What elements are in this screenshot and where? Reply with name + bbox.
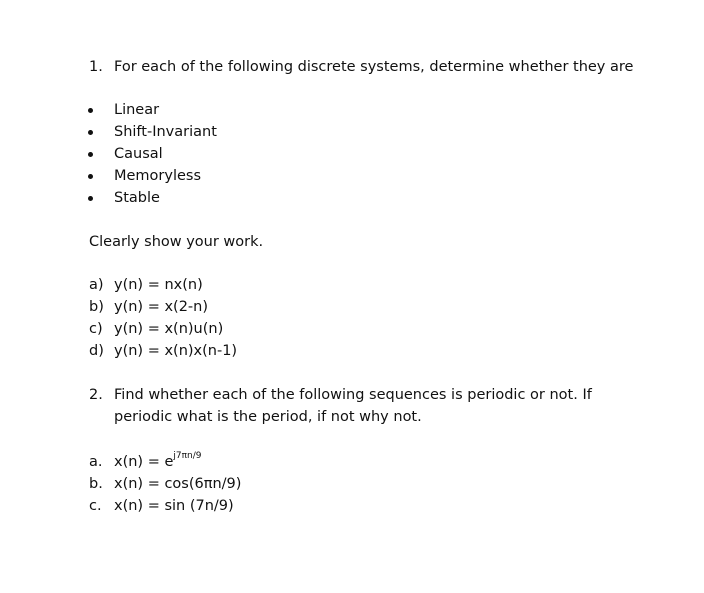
part-expression: y(n) = x(n)x(n-1) [114, 343, 238, 359]
expression-exponent: j7πn/9 [173, 451, 202, 462]
property-label: Shift-Invariant [114, 124, 217, 140]
property-label: Stable [114, 190, 160, 206]
part-label: a) [89, 277, 104, 293]
part-label: d) [89, 343, 104, 359]
bullet-icon [88, 174, 93, 179]
part-expression [114, 451, 201, 473]
part-expression: x(n) = cos(6πn/9) [114, 476, 242, 492]
question-1-number: 1. [89, 59, 103, 75]
question-2-prompt-line-1: Find whether each of the following sequences is periodic or not. If [114, 387, 592, 403]
bullet-icon [88, 108, 93, 113]
bullet-icon [88, 196, 93, 201]
part-label: a. [89, 454, 103, 470]
part-expression: y(n) = nx(n) [114, 277, 203, 293]
part-label: c. [89, 498, 102, 514]
bullet-icon [88, 130, 93, 135]
bullet-icon [88, 152, 93, 157]
property-label: Memoryless [114, 168, 202, 184]
instruction-label: Clearly show your work. [89, 234, 264, 250]
part-label: b. [89, 476, 103, 492]
property-label: Causal [114, 146, 163, 162]
part-label: c) [89, 321, 103, 337]
question-2-prompt-line-2: periodic what is the period, if not why not. [114, 409, 422, 425]
part-label: b) [89, 299, 104, 315]
question-1-prompt: For each of the following discrete systems, determine whether they are [114, 59, 634, 75]
part-expression: y(n) = x(n)u(n) [114, 321, 224, 337]
property-label: Linear [114, 102, 160, 118]
question-2-number: 2. [89, 387, 103, 403]
expression-base: x(n) = e [114, 454, 174, 470]
part-expression: y(n) = x(2-n) [114, 299, 208, 315]
part-expression: x(n) = sin (7n/9) [114, 498, 234, 514]
